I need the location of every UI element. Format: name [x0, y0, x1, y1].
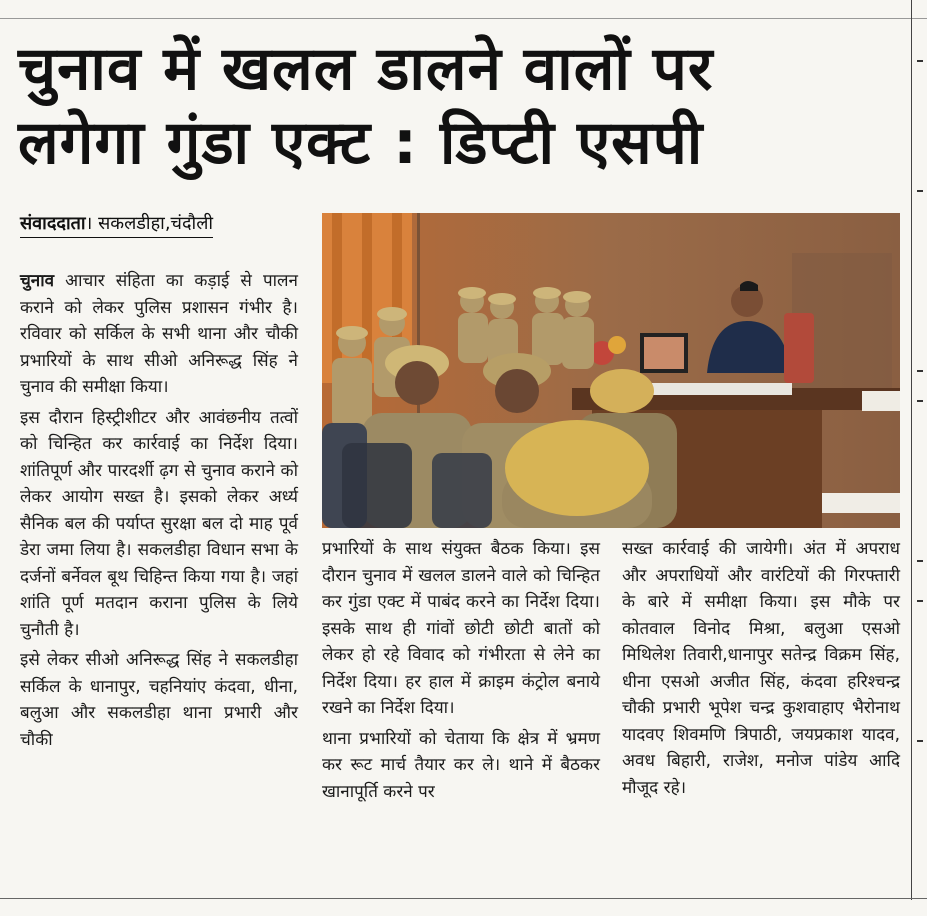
- byline: [20, 212, 213, 238]
- column-divider: [911, 0, 912, 900]
- paragraph-text: आचार संहिता का कड़ाई से पालन कराने को लेकर पुलिस प्रशासन गंभीर है। रविवार को सर्किल के सभी थाना और चौकी प्रभारियों के साथ सीओ अनिरूद्ध सिंह ने चुनाव की समीक्षा किया।: [20, 271, 298, 397]
- headline-line-2: लगेगा गुंडा एक्ट : डिप्टी एसपी: [18, 108, 704, 178]
- byline-label: संवाददाता: [20, 213, 86, 234]
- headline: [18, 32, 908, 180]
- byline-location: सकलडीहा,चंदौली: [98, 213, 214, 234]
- paragraph: इसे लेकर सीओ अनिरूद्ध सिंह ने सकलडीहा सर्किल के धानापुर, चहनियांए कंदवा, धीना, बलुआ और सकलडीहा थाना प्रभारी और चौकी: [20, 650, 298, 750]
- adjacent-article-edge: [914, 40, 926, 880]
- byline-separator: ।: [85, 213, 93, 234]
- article-column-2: [322, 536, 600, 809]
- bottom-rule: [0, 898, 927, 899]
- paragraph: सख्त कार्रवाई की जायेगी। अंत में अपराध और अपराधियों और वारंटियों की गिरफ्तारी के बारे में समीक्षा किया। इस मौके पर कोतवाल विनोद मिश्रा, बलुआ एसओ मिथिलेश तिवारी,धानापुर सतेन्द्र विक्रम सिंह, धीना एसओ अजीत सिंह, कंदवा हरिश्चन्द्र चौकी प्रभारी भूपेश चन्द्र कुशवाहाए भैरोनाथ यादवए शिवमणि त्रिपाठी, जयप्रकाश यादव, अवध बिहारी, राजेश, मनोज पांडेय आदि मौजूद रहे।: [622, 539, 900, 798]
- headline-line-1: चुनाव में खलल डालने वालों पर: [18, 34, 714, 104]
- article-column-3: [622, 536, 900, 805]
- lead-word: चुनाव: [20, 271, 55, 291]
- paragraph: प्रभारियों के साथ संयुक्त बैठक किया। इस दौरान चुनाव में खलल डालने वाले को चिन्हित कर गुंडा एक्ट में पाबंद करने का निर्देश दिया। इसके साथ ही गांवों छोटी छोटी बातों को लेकर हो रहे विवाद को गंभीरता से लेने का निर्देश दिया। हर हाल में क्राइम कंट्रोल बनाये रखने का निर्देश दिया।: [322, 539, 600, 718]
- news-photo: [322, 213, 900, 528]
- meeting-photo-illustration: [322, 213, 900, 528]
- paragraph: [20, 268, 298, 401]
- paragraph: थाना प्रभारियों को चेताया कि क्षेत्र में भ्रमण कर रूट मार्च तैयार कर ले। थाने में बैठकर खानापूर्ति करने पर: [322, 728, 600, 802]
- paragraph: इस दौरान हिस्ट्रीशीटर और आवंछनीय तत्वों को चिन्हित कर कार्रवाई का निर्देश दिया। शांतिपूर्ण और पारदर्शी ढ़ग से चुनाव कराने को लेकर आयोग सख्त है। इसको लेकर अर्ध्य सैनिक बल की पर्याप्त सुरक्षा बल दो माह पूर्व डेरा जमा लिया है। सकलडीहा विधान सभा के दर्जनों बर्नेवल बूथ चिहिन्त किया गया है। जहां शांति पूर्ण मतदान कराना पुलिस के लिये चुनौती है।: [20, 407, 298, 640]
- article-column-1: [20, 268, 298, 757]
- top-rule: [0, 18, 927, 19]
